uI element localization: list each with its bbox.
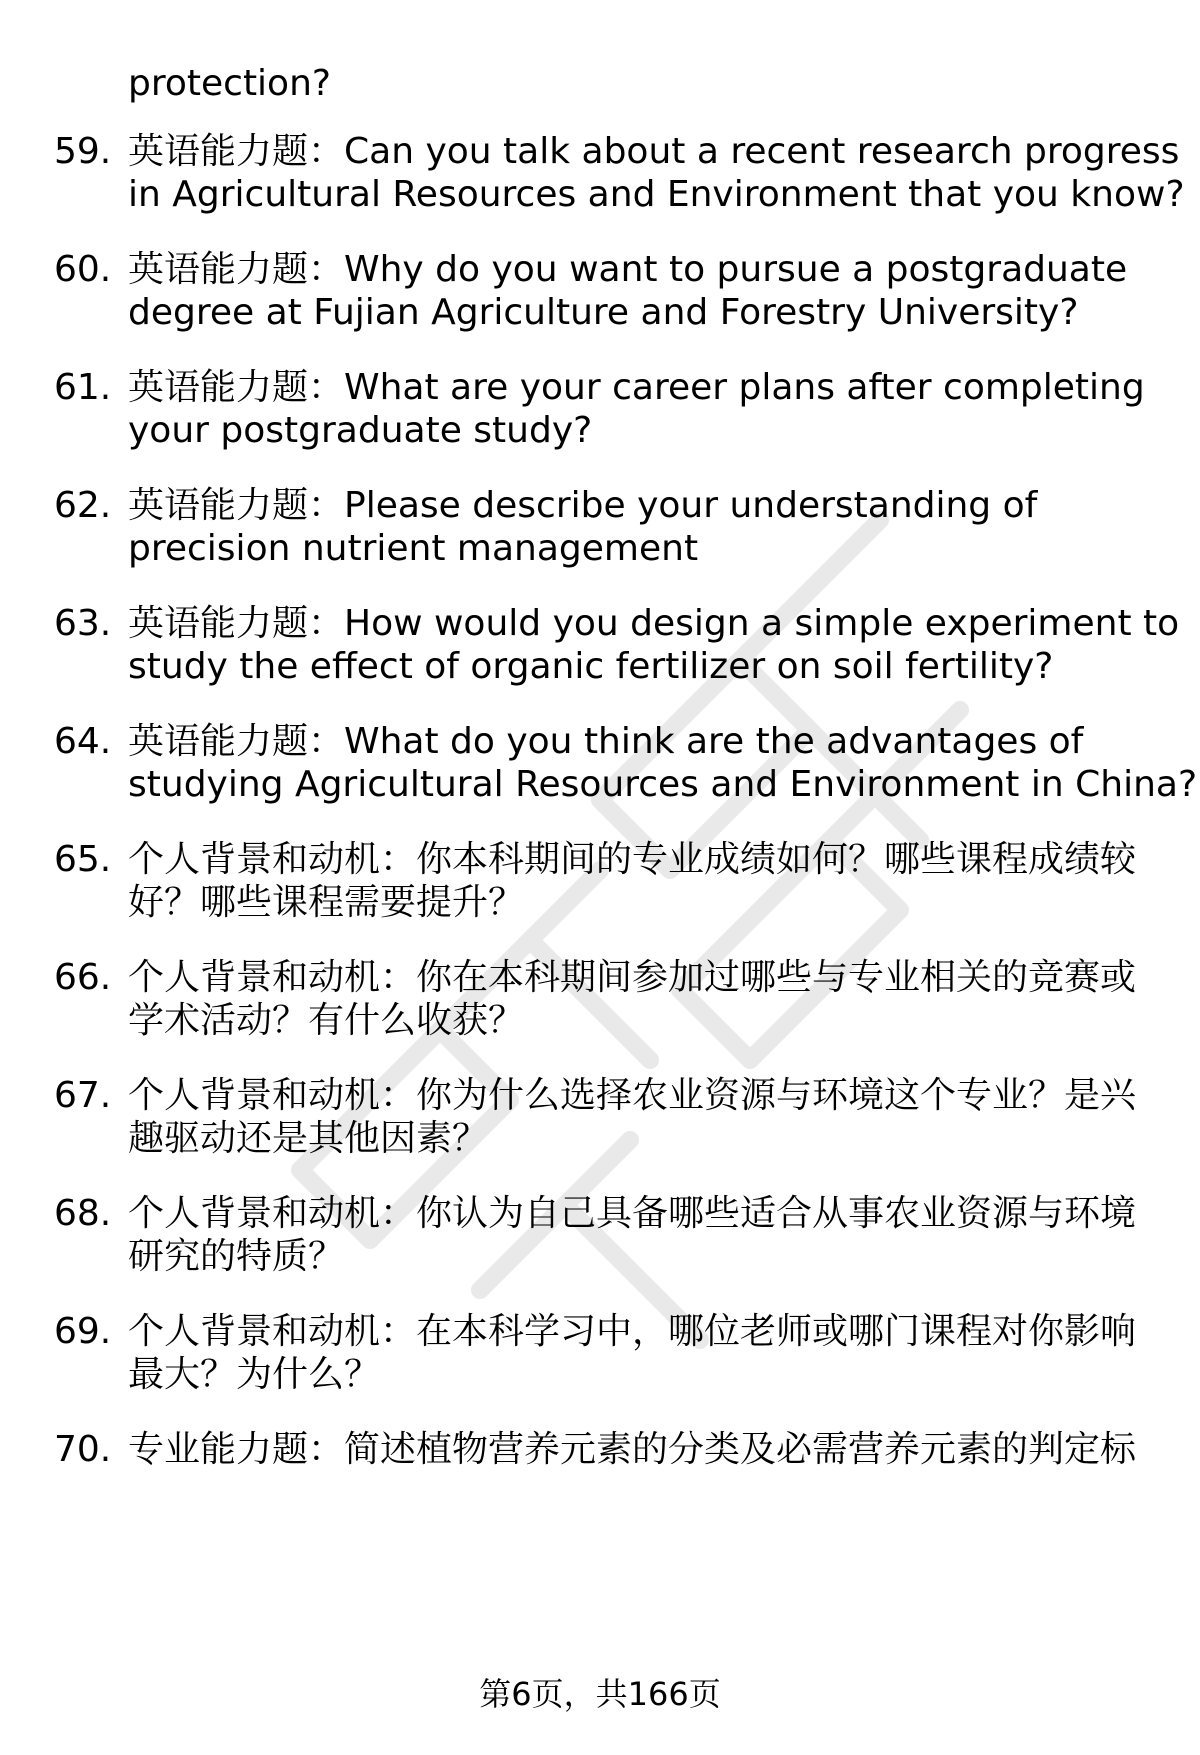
item-line: 个人背景和动机：你认为自己具备哪些适合从事农业资源与环境 bbox=[128, 1193, 1137, 1234]
item-line: 英语能力题：How would you design a simple experiment to bbox=[128, 603, 1180, 644]
item-line: in Agricultural Resources and Environment that you know? bbox=[128, 174, 1185, 215]
item-line: 英语能力题：What do you think are the advantages of bbox=[128, 721, 1084, 762]
item-number: 59. bbox=[54, 131, 112, 172]
item-line: 个人背景和动机：你在本科期间参加过哪些与专业相关的竞赛或 bbox=[128, 957, 1137, 998]
item-line: 个人背景和动机：你本科期间的专业成绩如何？哪些课程成绩较 bbox=[128, 839, 1137, 880]
item-number: 66. bbox=[54, 957, 112, 998]
item-line: 个人背景和动机：你为什么选择农业资源与环境这个专业？是兴 bbox=[128, 1075, 1137, 1116]
item-line: precision nutrient management bbox=[128, 528, 699, 569]
item-line: 学术活动？有什么收获？ bbox=[128, 1000, 525, 1041]
item-line: studying Agricultural Resources and Environment in China? bbox=[128, 764, 1198, 805]
item-line: 英语能力题：Please describe your understanding of bbox=[128, 485, 1038, 526]
item-line: 趣驱动还是其他因素？ bbox=[128, 1118, 489, 1159]
item-number: 61. bbox=[54, 367, 112, 408]
item-number: 63. bbox=[54, 603, 112, 644]
item-number: 60. bbox=[54, 249, 112, 290]
item-line: 英语能力题：Why do you want to pursue a postgraduate bbox=[128, 249, 1128, 290]
item-line: study the effect of organic fertilizer on soil fertility? bbox=[128, 646, 1054, 687]
item-line: degree at Fujian Agriculture and Forestry University? bbox=[128, 292, 1079, 333]
item-number: 64. bbox=[54, 721, 112, 762]
item-number: 65. bbox=[54, 839, 112, 880]
page-footer: 第6页，共166页 bbox=[479, 1675, 721, 1713]
item-line: 研究的特质？ bbox=[128, 1236, 345, 1277]
item-line: 最大？为什么？ bbox=[128, 1354, 381, 1395]
item-line: 英语能力题：What are your career plans after completing bbox=[128, 367, 1145, 408]
item-line: 专业能力题：简述植物营养元素的分类及必需营养元素的判定标 bbox=[128, 1429, 1137, 1470]
item-number: 70. bbox=[54, 1429, 112, 1470]
item-number: 68. bbox=[54, 1193, 112, 1234]
item-number: 69. bbox=[54, 1311, 112, 1352]
item-line: your postgraduate study? bbox=[128, 410, 593, 451]
intro-line: protection? bbox=[128, 63, 332, 104]
item-number: 62. bbox=[54, 485, 112, 526]
item-line: 英语能力题：Can you talk about a recent research progress bbox=[128, 131, 1180, 172]
item-line: 个人背景和动机：在本科学习中，哪位老师或哪门课程对你影响 bbox=[128, 1311, 1137, 1352]
item-line: 好？哪些课程需要提升？ bbox=[128, 882, 525, 923]
item-number: 67. bbox=[54, 1075, 112, 1116]
